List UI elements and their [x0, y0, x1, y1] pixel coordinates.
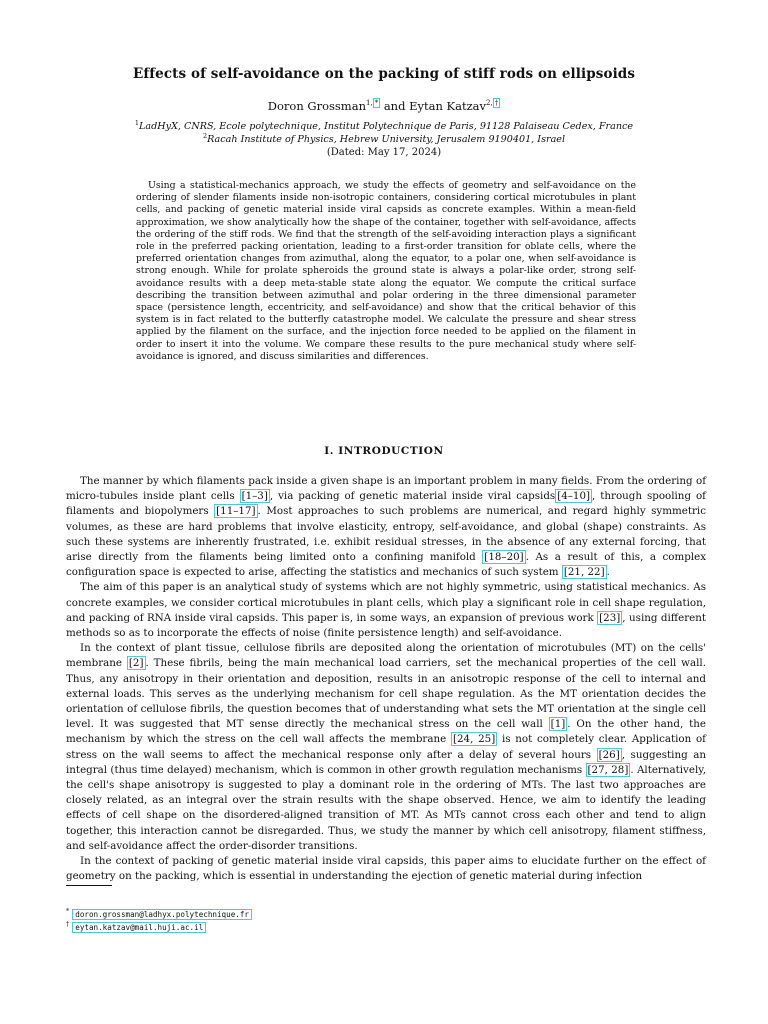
email-link[interactable]: doron.grossman@ladhyx.polytechnique.fr [72, 909, 252, 920]
author-line [0, 99, 768, 113]
citation-link[interactable]: [18–20] [484, 551, 524, 564]
text-run: . [606, 566, 610, 579]
footnote-mark: † [66, 920, 70, 928]
citation-link[interactable]: [1] [550, 718, 566, 731]
citation-link[interactable]: [24, 25] [452, 733, 496, 746]
text-run: . These fibrils, being the main mechanical load carriers, set the mechanical properties of the cell wall. Thus, any anisotropy in their orientation and deposition, results in an anisotropic response of the cell to internal and external loads. This serves as the underlying mechanism for cell shape regulation. As the MT orientation decides the orientation of cellulose fibrils, the question becomes that of understanding what sets the MT orientation at the single cell level. It was suggested that MT sense directly the mechanical stress on the cell wall [66, 657, 706, 731]
footnote-link[interactable]: * [374, 99, 379, 108]
author-affiliation-mark: 1, [365, 99, 373, 108]
author-affiliation-mark: 2, [486, 99, 493, 108]
paper-title: Effects of self-avoidance on the packing of stiff rods on ellipsoids [132, 66, 636, 82]
body-text [66, 474, 706, 884]
citation-link[interactable]: [2] [128, 657, 144, 670]
text-run: . As a result of this, a complex configuration space is expected to arise, affecting the statistics and mechanics of such system [66, 551, 707, 579]
footnote-1 [66, 907, 252, 919]
affiliation-1 [0, 119, 768, 132]
text-run: . On the other hand, the mechanism by which the stress on the cell wall affects the membrane [66, 718, 706, 746]
footnote-2 [66, 920, 206, 932]
text-run: , via packing of genetic material inside viral capsids [269, 490, 556, 503]
footnote-mark: * [66, 907, 70, 915]
affiliation-number: 1 [134, 119, 140, 127]
footnote-rule [66, 885, 112, 886]
text-run: In the context of plant tissue, cellulose fibrils are deposited along the orientation of microtubules (MT) on the cells' membrane [66, 642, 706, 670]
paragraph [66, 474, 706, 580]
citation-link[interactable]: [11–17] [216, 505, 256, 518]
text-run: . Most approaches to such problems are numerical, and regard highly symmetric volumes, as these are hard problems that involve elasticity, entropy, self-avoidance, and global (shape) constraints. As such these systems are inherently frustrated, i.e. exhibit residual stresses, in the absence of any external forcing, that arise directly from the filaments being limited onto a confining manifold [66, 505, 706, 564]
footnote-link[interactable]: † [494, 99, 499, 108]
citation-link[interactable]: [1–3] [241, 490, 268, 503]
email-link[interactable]: eytan.katzav@mail.huji.ac.il [72, 922, 206, 933]
dated-line: (Dated: May 17, 2024) [326, 147, 442, 158]
text-run: The manner by which filaments pack inside a given shape is an important problem in many fields. From the ordering of micro-tubules inside plant cells [66, 475, 706, 503]
citation-link[interactable]: [27, 28] [587, 763, 629, 776]
author-name: Doron Grossman [267, 99, 366, 113]
text-run: is not completely clear. Application of stress on the wall seems to affect the mechanical response only after a delay of several hours [66, 733, 706, 761]
text-run: . Alternatively, the cell's shape anisotropy is suggested to play a dominant role in the ordering of MTs. The last two approaches are closely related, as an integral over the strain results with the shape observed. Hence, we aim to identify the leading effects of cell shape on the disordered-aligned transition of MT. As MTs cannot cross each other and tend to align together, this interaction cannot be disregarded. Thus, we study the manner by which cell anisotropy, filament stiffness, and self-avoidance affect the order-disorder transitions. [66, 763, 706, 852]
author-name: Eytan Katzav [409, 99, 487, 113]
affiliation-2 [0, 132, 768, 145]
affiliation-number: 2 [202, 132, 208, 140]
text-run: , using different methods so as to incorporate the effects of noise (finite persistence length) and self-avoidance. [66, 611, 706, 640]
text-run: The aim of this paper is an analytical study of systems which are not highly symmetric, using statistical mechanics. As concrete examples, we consider cortical microtubules in plant cells, which play a significant role in cell shape regulation, and packing of RNA inside viral capsids. This paper is, in some ways, an expansion of previous work [66, 581, 706, 624]
paragraph [66, 641, 706, 854]
citation-link[interactable]: [23] [599, 611, 621, 624]
text-run: , suggesting an integral (thus time delayed) mechanism, which is common in other growth regulation mechanisms [66, 748, 706, 776]
section-heading: I. INTRODUCTION [324, 445, 444, 457]
citation-link[interactable]: [4–10] [557, 490, 591, 503]
author-conjunction: and [383, 99, 406, 113]
abstract: Using a statistical-mechanics approach, we study the effects of geometry and self-avoidance on the ordering of slender filaments inside non-isotropic containers, considering cortical microtubules in plant cells, and packing of genetic material inside viral capsids as concrete examples. Within a mean-field approximation, we show analytically how the shape of the container, together with self-avoidance, affects the ordering of the stiff rods. We find that the strength of the self-avoiding interaction plays a significant role in the preferred packing orientation, leading to a first-order transition for oblate cells, where the preferred orientation changes from azimuthal, along the equator, to a polar one, when self-avoidance is strong enough. While for prolate spheroids the ground state is always a polar-like order, strong self-avoidance results with a deep meta-stable state along the equator. We compute the critical surface describing the transition between azimuthal and polar ordering in the three dimensional parameter space (persistence length, eccentricity, and self-avoidance) and show that the critical behavior of this system is in fact related to the butterfly catastrophe model. We calculate the pressure and shear stress applied by the filament on the surface, and the injection force needed to be applied on the filament in order to insert it into the volume. We compare these results to the pure mechanical study where self-avoidance is ignored, and discuss similarities and differences. [136, 180, 636, 362]
text-run: , through spooling of filaments and biopolymers [66, 490, 706, 518]
affiliation-text: Racah Institute of Physics, Hebrew University, Jerusalem 9190401, Israel [207, 134, 566, 146]
citation-link[interactable]: [21, 22] [563, 566, 605, 579]
paragraph [66, 854, 706, 884]
affiliation-text: LadHyX, CNRS, Ecole polytechnique, Institut Polytechnique de Paris, 91128 Palaiseau Cedex, France [139, 121, 634, 133]
text-run: In the context of packing of genetic material inside viral capsids, this paper aims to elucidate further on the effect of geometry on the packing, which is essential in understanding the ejection of genetic material during infection [66, 855, 706, 883]
citation-link[interactable]: [26] [598, 748, 620, 761]
paragraph [66, 580, 706, 641]
